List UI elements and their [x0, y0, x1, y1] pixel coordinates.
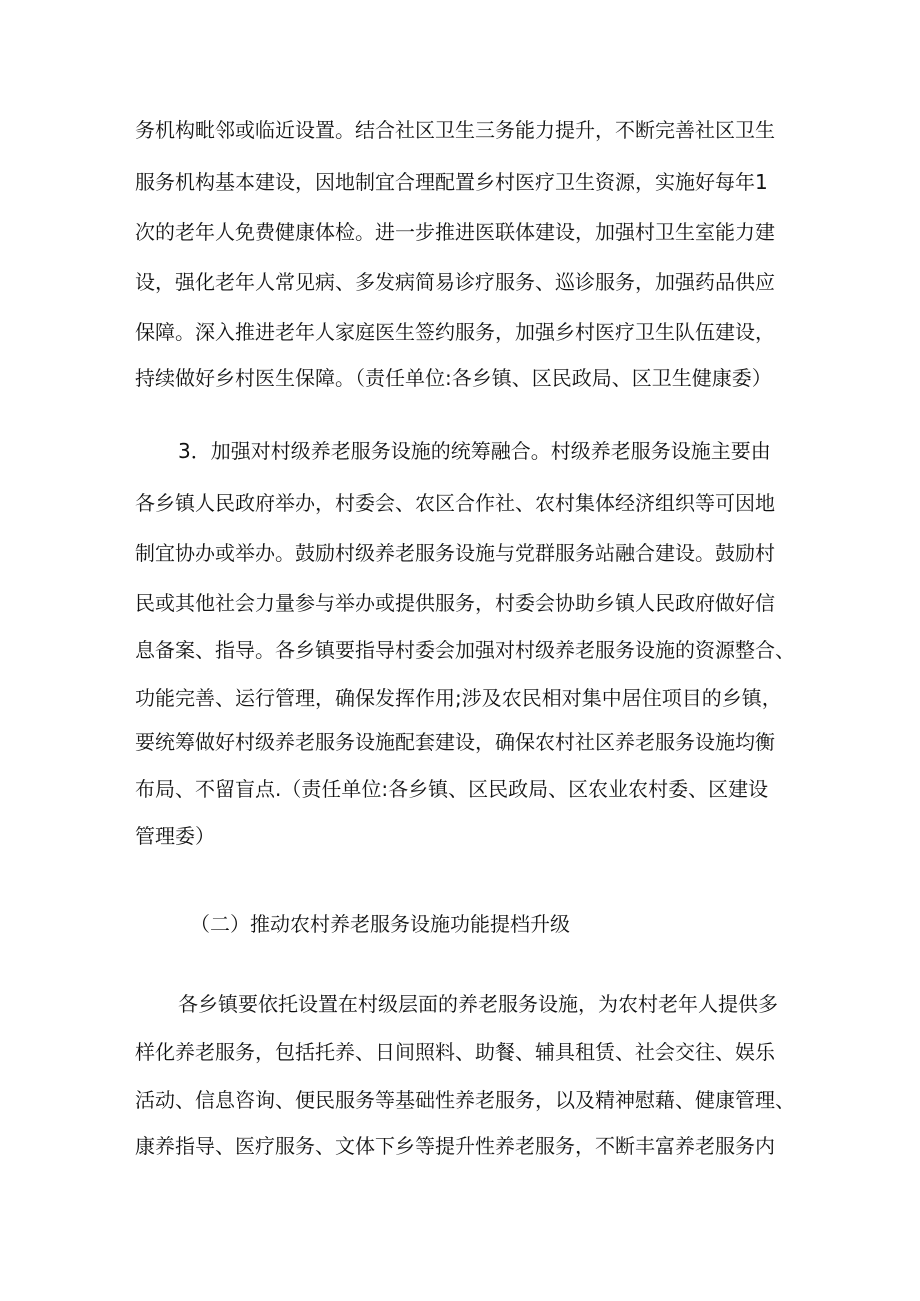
text-line: 民或其他社会力量参与举办或提供服务，村委会协助乡镇人民政府做好信 [135, 591, 775, 615]
text-line: 3．加强对村级养老服务设施的统筹融合。村级养老服务设施主要由 [178, 439, 771, 463]
text-line: 持续做好乡村医生保障。（责任单位:各乡镇、区民政局、区卫生健康委） [135, 366, 772, 390]
text-line: 息备案、指导。各乡镇要指导村委会加强对村级养老服务设施的资源整合、 [135, 638, 795, 662]
text-line: 活动、信息咨询、便民服务等基础性养老服务，以及精神慰藉、健康管理、 [135, 1088, 795, 1112]
text-line: 要统筹做好村级养老服务设施配套建设，确保农村社区养老服务设施均衡 [135, 730, 775, 754]
text-line: 务机构毗邻或临近设置。结合社区卫生三务能力提升，不断完善社区卫生 [135, 118, 775, 142]
text-line: 制宜协办或举办。鼓励村级养老服务设施与党群服务站融合建设。鼓励村 [135, 541, 775, 565]
text-line: 各乡镇要依托设置在村级层面的养老服务设施，为农村老年人提供多 [178, 992, 778, 1016]
text-line: 保障。深入推进老年人家庭医生签约服务，加强乡村医疗卫生队伍建设， [135, 320, 775, 344]
text-line: 服务机构基本建设，因地制宜合理配置乡村医疗卫生资源，实施好每年1 [135, 170, 768, 194]
text-line: 功能完善、运行管理，确保发挥作用;涉及农民相对集中居住项目的乡镇， [135, 686, 782, 710]
text-line: 各乡镇人民政府举办，村委会、农区合作社、农村集体经济组织等可因地 [135, 491, 775, 515]
text-line: 设，强化老年人常见病、多发病简易诊疗服务、巡诊服务，加强药品供应 [135, 270, 775, 294]
text-line: 康养指导、医疗服务、文体下乡等提升性养老服务，不断丰富养老服务内 [135, 1134, 775, 1158]
text-line: 布局、不留盲点.（责任单位:各乡镇、区民政局、区农业农村委、区建设 [135, 777, 769, 801]
section-heading: （二）推动农村养老服务设施功能提档升级 [190, 912, 570, 936]
text-line: 次的老年人免费健康体检。进一步推进医联体建设，加强村卫生室能力建 [135, 220, 775, 244]
text-line: 样化养老服务，包括托养、日间照料、助餐、辅具租赁、社会交往、娱乐 [135, 1040, 775, 1064]
text-line: 管理委） [135, 824, 215, 848]
